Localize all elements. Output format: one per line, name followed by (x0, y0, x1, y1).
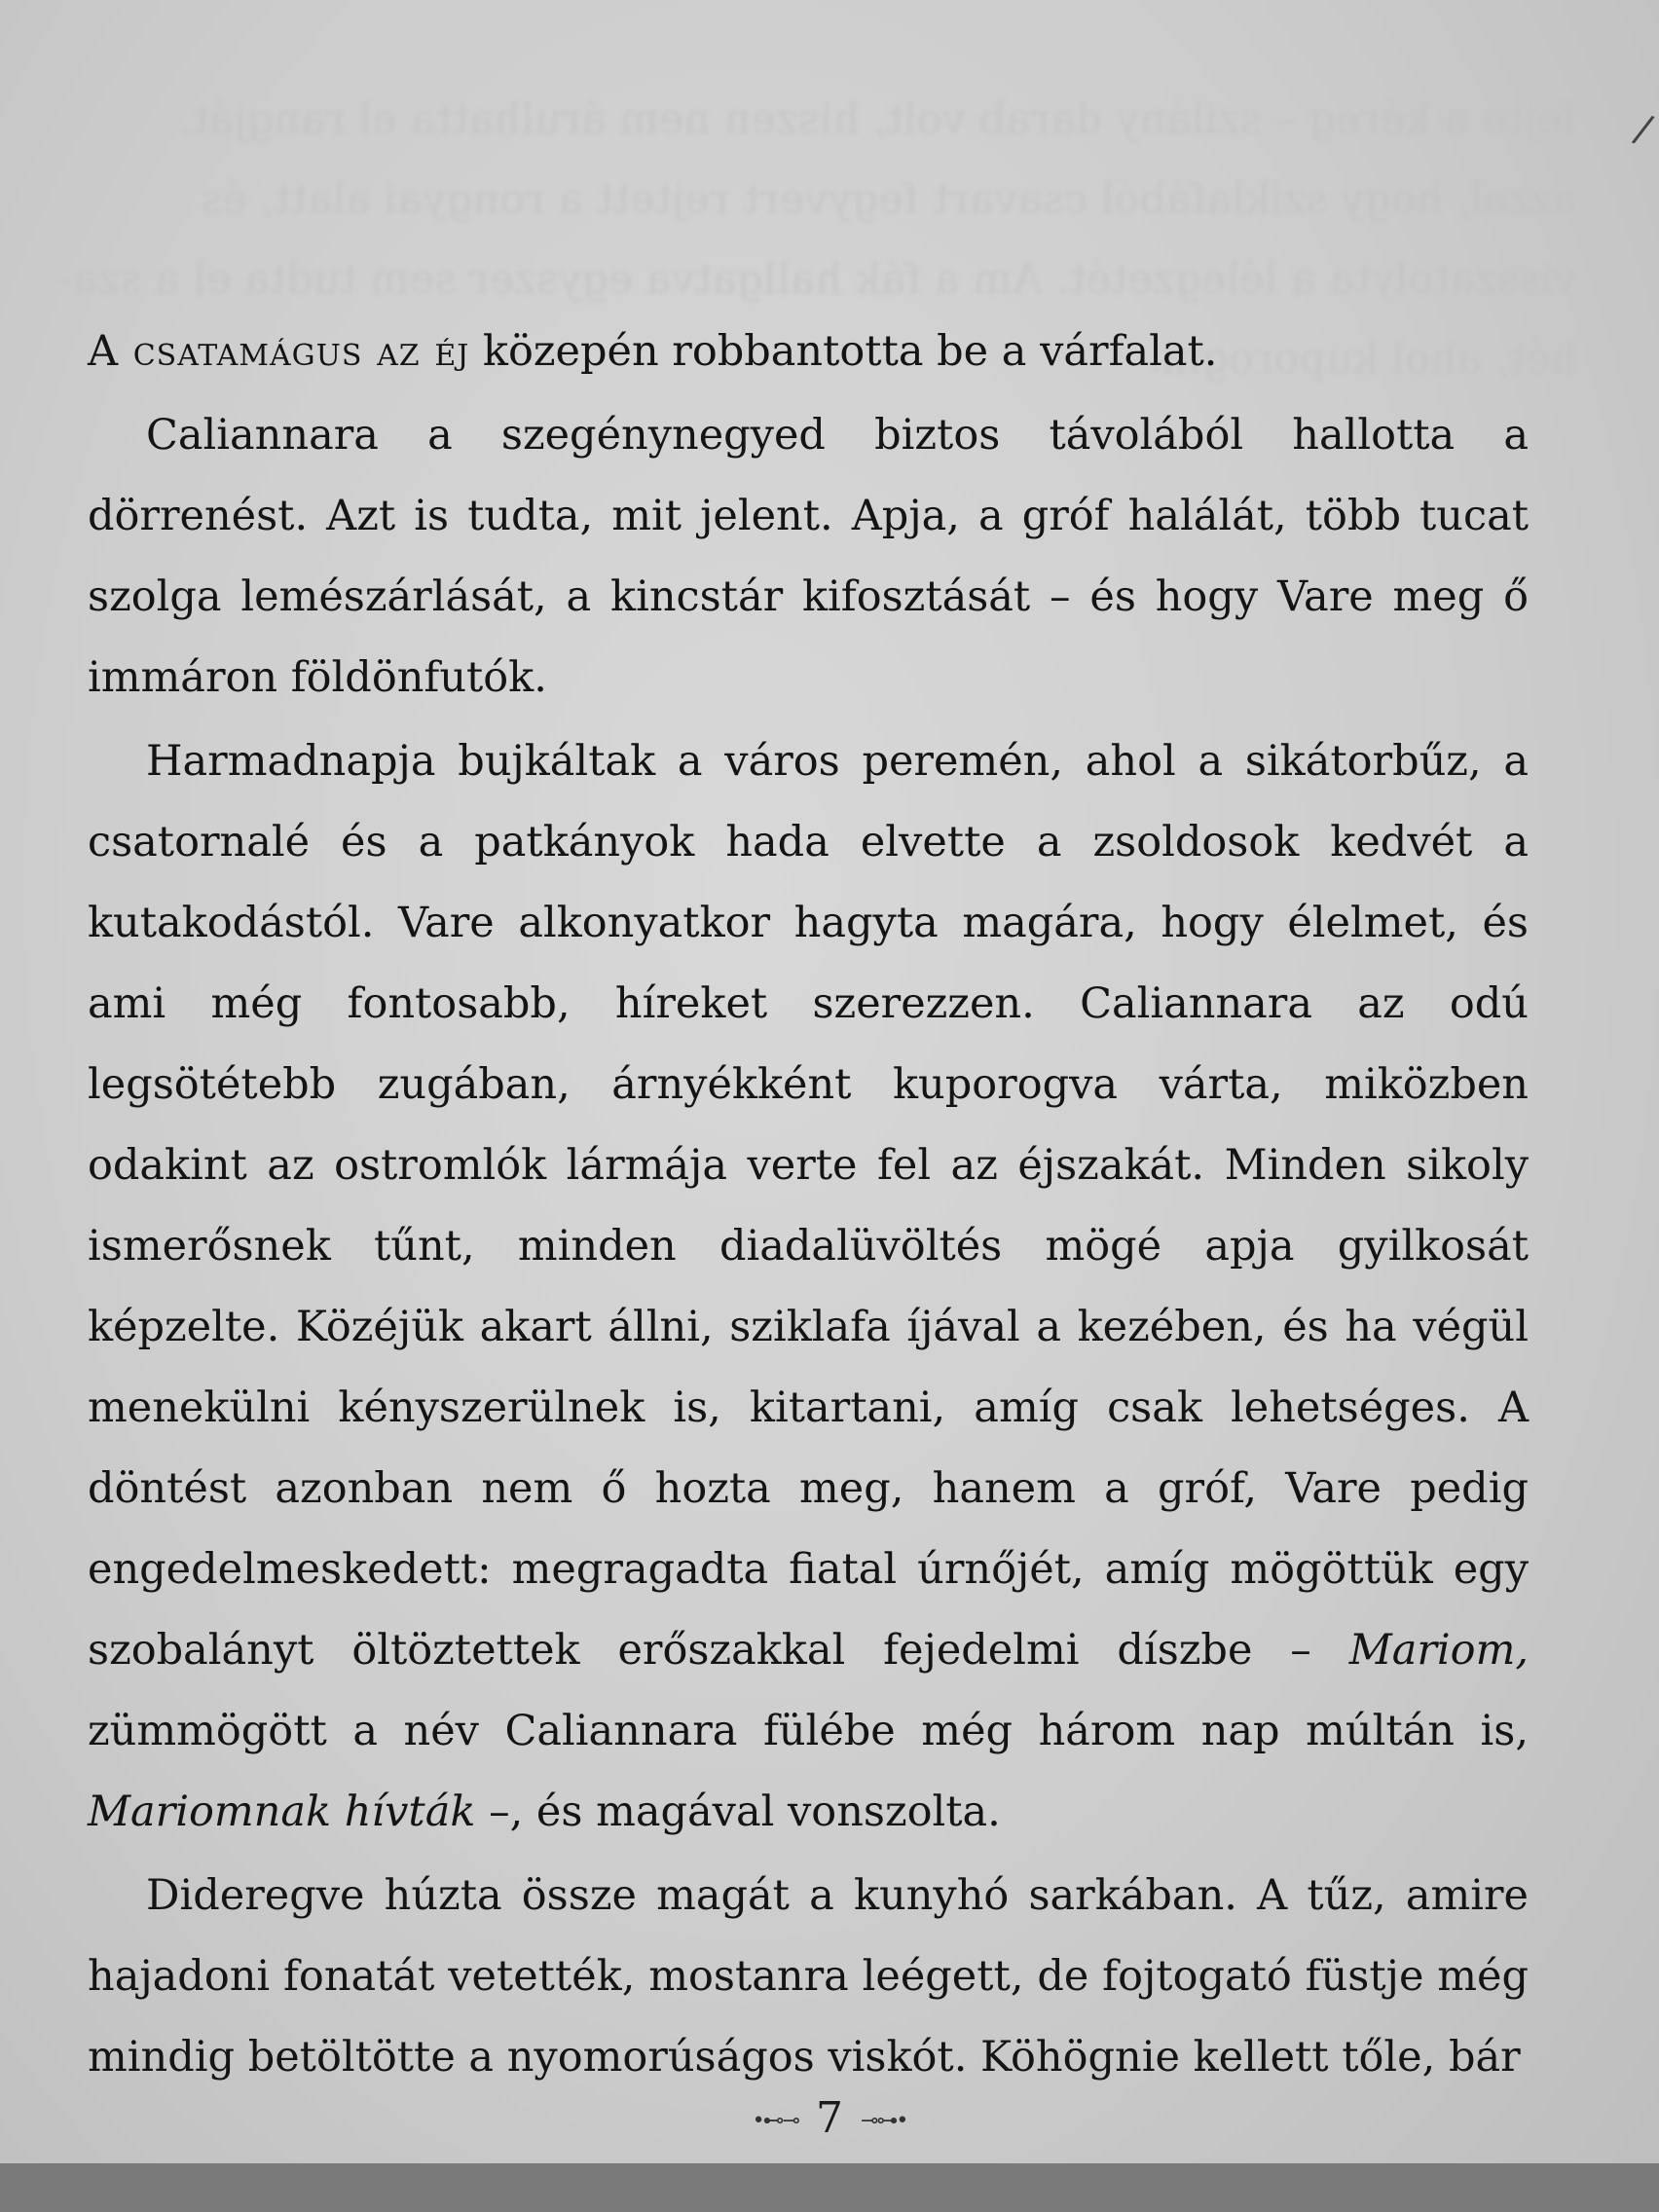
paragraph-2-end: –, és magával vonszolta. (475, 1788, 1001, 1836)
page-footer (0, 2093, 1659, 2143)
italic-mariomnak-hivtak: Mariomnak hívták (88, 1788, 476, 1836)
ornament-left-icon: •⊷⊸ (752, 2109, 798, 2133)
italic-mariom: Mariom, (1348, 1626, 1530, 1675)
paragraph-2-text: Harmadnapja bujkáltak a város peremén, ahol a sikátorbűz, a csatornalé és a patkányok hada elvette a zsoldosok kedvét a kutakodástól. Vare alkonyatkor hagyta magára, hogy élelmet, és ami még fontosabb, híreket szerezzen. Caliannara az odú legsötétebb zugában, árnyékként kuporogva várta, miközben odakint az ostromlók lármája verte fel az éjszakát. Minden sikoly ismerősnek tűnt, minden diadalüvöltés mögé apja gyilkosát képzelte. Közéjük akart állni, sziklafa íjával a kezében, és ha végül menekülni kényszerülnek is, kitartani, amíg csak lehetséges. A döntést azonban nem ő hozta meg, hanem a gróf, Vare pedig engedelmeskedett: megragadta fiatal úrnőjét, amíg mögöttük egy szobalányt öltöztettek erőszakkal fejedelmi díszbe – (88, 737, 1529, 1675)
page-bottom-edge (0, 2163, 1659, 2212)
page-number: 7 (816, 2093, 843, 2143)
opening-paragraph (88, 312, 1529, 392)
paragraph-3: Dideregve húzta össze magát a kunyhó sarkában. A tűz, amire hajadoni fonatát vetették, mostanra leégett, de fojtogató füstje még mindig betöltötte a nyomorúságos viskót. Köhögnie kellett tőle, bár (88, 1871, 1529, 2082)
ornament-right-icon: ⊸⊶• (861, 2109, 907, 2133)
bleed-through-text: fejte a kéreg – szilány darab volt, hiszen nem árulhatta el rangját. azzal, hogy sziklafából csavart fegyvert rejtett a rongyai alatt, és visszatolyta a lélegzetét. Am a fák hallgatva egyszer sem tudta el a sza- hét, ahol kuporogni. (58, 95, 1577, 384)
paragraph-1: Caliannara a szegénynegyed biztos távolából hallotta a dörrenést. Azt is tudta, mit jelent. Apja, a gróf halálát, több tucat szolga lemészárlását, a kincstár kifosztását – és hogy Vare meg ő immáron földönfutók. (88, 411, 1529, 702)
opening-rest: közepén robbantotta be a várfalat. (469, 327, 1218, 376)
body-text (88, 312, 1529, 2098)
opening-small-caps: A csatamágus az éj (88, 327, 470, 376)
page-edge-mark-icon: / (1629, 106, 1657, 153)
paragraph-2 (88, 721, 1529, 1853)
paragraph-2-mid: zümmögött a név Caliannara fülébe még három nap múltán is, (88, 1707, 1529, 1755)
